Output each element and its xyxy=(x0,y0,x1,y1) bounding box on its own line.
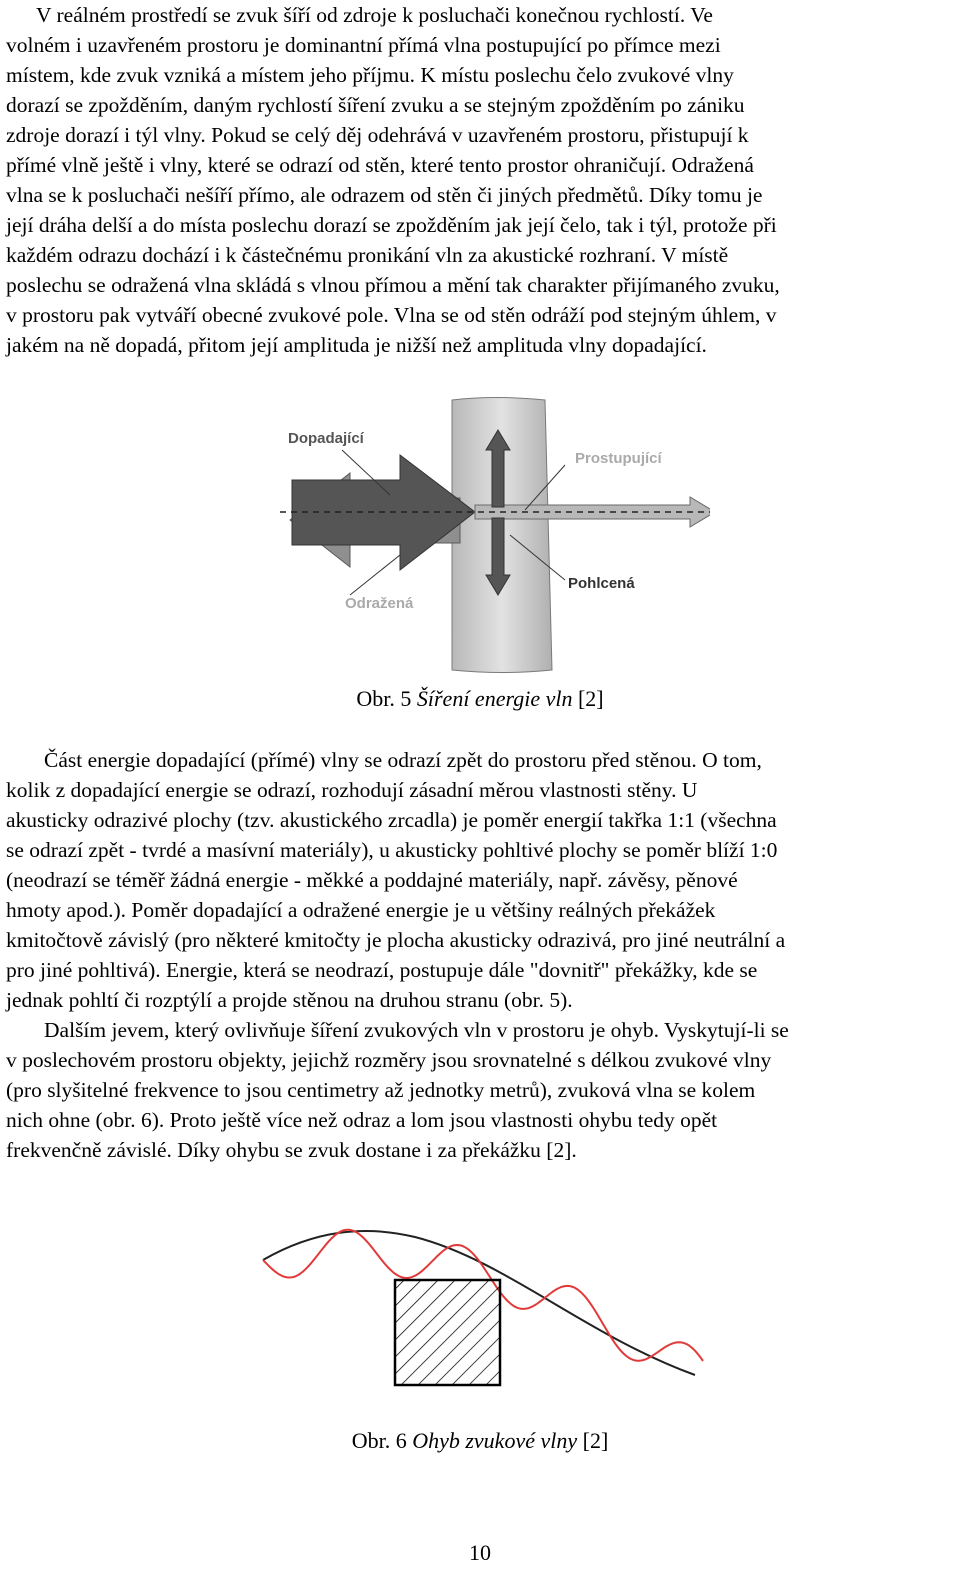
text-line: pro jiné pohltivá). Energie, která se neodrazí, postupuje dále "dovnitř" překážky, kde se xyxy=(6,958,758,982)
wave-energy-diagram xyxy=(270,395,710,675)
text-line: Část energie dopadající (přímé) vlny se odrazí zpět do prostoru před stěnou. O tom, xyxy=(44,748,762,772)
caption-title: Šíření energie vln xyxy=(416,686,573,711)
figure-6-caption xyxy=(0,1427,960,1455)
text-line: přímé vlně ještě i vlny, které se odrazí od stěn, které tento prostor ohraničují. Odražená xyxy=(6,153,754,177)
text-line: vlna se k posluchači nešíří přímo, ale odrazem od stěn či jiných předmětů. Díky tomu je xyxy=(6,183,763,207)
paragraph-1 xyxy=(6,0,956,360)
text-line: volném i uzavřeném prostoru je dominantní přímá vlna postupující po přímce mezi xyxy=(6,33,721,57)
caption-ref: [2] xyxy=(577,686,604,711)
paragraph-3 xyxy=(6,1015,956,1165)
label-reflected: Odražená xyxy=(345,595,414,612)
diffraction-diagram xyxy=(255,1225,715,1390)
text-line: dorazí se zpožděním, daným rychlostí šíření zvuku a se stejným zpožděním po zániku xyxy=(6,93,745,117)
label-transmitted: Prostupující xyxy=(575,450,662,467)
caption-prefix: Obr. 6 xyxy=(351,1428,407,1453)
text-line: kolik z dopadající energie se odrazí, rozhodují zásadní měrou vlastnosti stěny. U xyxy=(6,778,698,802)
text-line: se odrazí zpět - tvrdé a masívní materiály), u akusticky pohltivé plochy se poměr blíží 1:0 xyxy=(6,838,778,862)
text-line: každém odrazu dochází i k částečnému pronikání vln za akustické rozhraní. V místě xyxy=(6,243,729,267)
figure-5-caption xyxy=(0,685,960,713)
text-line: místem, kde zvuk vzniká a místem jeho příjmu. K místu poslechu čelo zvukové vlny xyxy=(6,63,734,87)
text-line: hmoty apod.). Poměr dopadající a odražené energie je u většiny reálných překážek xyxy=(6,898,716,922)
text-line: v prostoru pak vytváří obecné zvukové pole. Vlna se od stěn odráží pod stejným úhlem, v xyxy=(6,303,777,327)
text-line: frekvenčně závislé. Díky ohybu se zvuk dostane i za překážku [2]. xyxy=(6,1138,577,1162)
paragraph-2 xyxy=(6,745,956,1015)
text-line: zdroje dorazí i týl vlny. Pokud se celý děj odehrává v uzavřeném prostoru, přistupují k xyxy=(6,123,749,147)
caption-ref: [2] xyxy=(582,1428,609,1453)
text-line: v poslechovém prostoru objekty, jejichž rozměry jsou srovnatelné s délkou zvukové vlny xyxy=(6,1048,772,1072)
text-line: kmitočtově závislý (pro některé kmitočty je plocha akusticky odrazivá, pro jiné neutrální a xyxy=(6,928,786,952)
text-line: jednak pohltí či rozptýlí a projde stěnou na druhou stranu (obr. 5). xyxy=(6,988,573,1012)
text-line: Dalším jevem, který ovlivňuje šíření zvukových vln v prostoru je ohyb. Vyskytují-li se xyxy=(44,1018,789,1042)
figure-6 xyxy=(255,1225,715,1390)
leader-reflected xyxy=(350,555,400,595)
text-line: V reálném prostředí se zvuk šíří od zdroje k posluchači konečnou rychlostí. Ve xyxy=(36,3,713,27)
text-line: nich ohne (obr. 6). Proto ještě více než odraz a lom jsou vlastnosti ohybu tedy opět xyxy=(6,1108,718,1132)
text-line: (pro slyšitelné frekvence to jsou centimetry až jednotky metrů), zvuková vlna se kolem xyxy=(6,1078,756,1102)
text-line: jakém na ně dopadá, přitom její amplituda je nižší než amplituda vlny dopadající. xyxy=(6,333,707,357)
caption-prefix: Obr. 5 xyxy=(356,686,412,711)
page-number: 10 xyxy=(469,1540,491,1565)
obstacle-box xyxy=(395,1280,500,1385)
label-incident: Dopadající xyxy=(288,430,364,447)
label-absorbed: Pohlcená xyxy=(568,575,635,592)
figure-5 xyxy=(270,395,710,675)
text-line: poslechu se odražená vlna skládá s vlnou přímou a mění tak charakter přijímaného zvuku, xyxy=(6,273,780,297)
text-line: (neodrazí se téměř žádná energie - měkké a poddajné materiály, např. závěsy, pěnové xyxy=(6,868,738,892)
caption-title: Ohyb zvukové vlny xyxy=(412,1428,578,1453)
text-line: její dráha delší a do místa poslechu dorazí se zpožděním jak její čelo, tak i týl, protože při xyxy=(6,213,777,237)
text-line: akusticky odrazivé plochy (tzv. akustického zrcadla) je poměr energií takřka 1:1 (všechna xyxy=(6,808,777,832)
